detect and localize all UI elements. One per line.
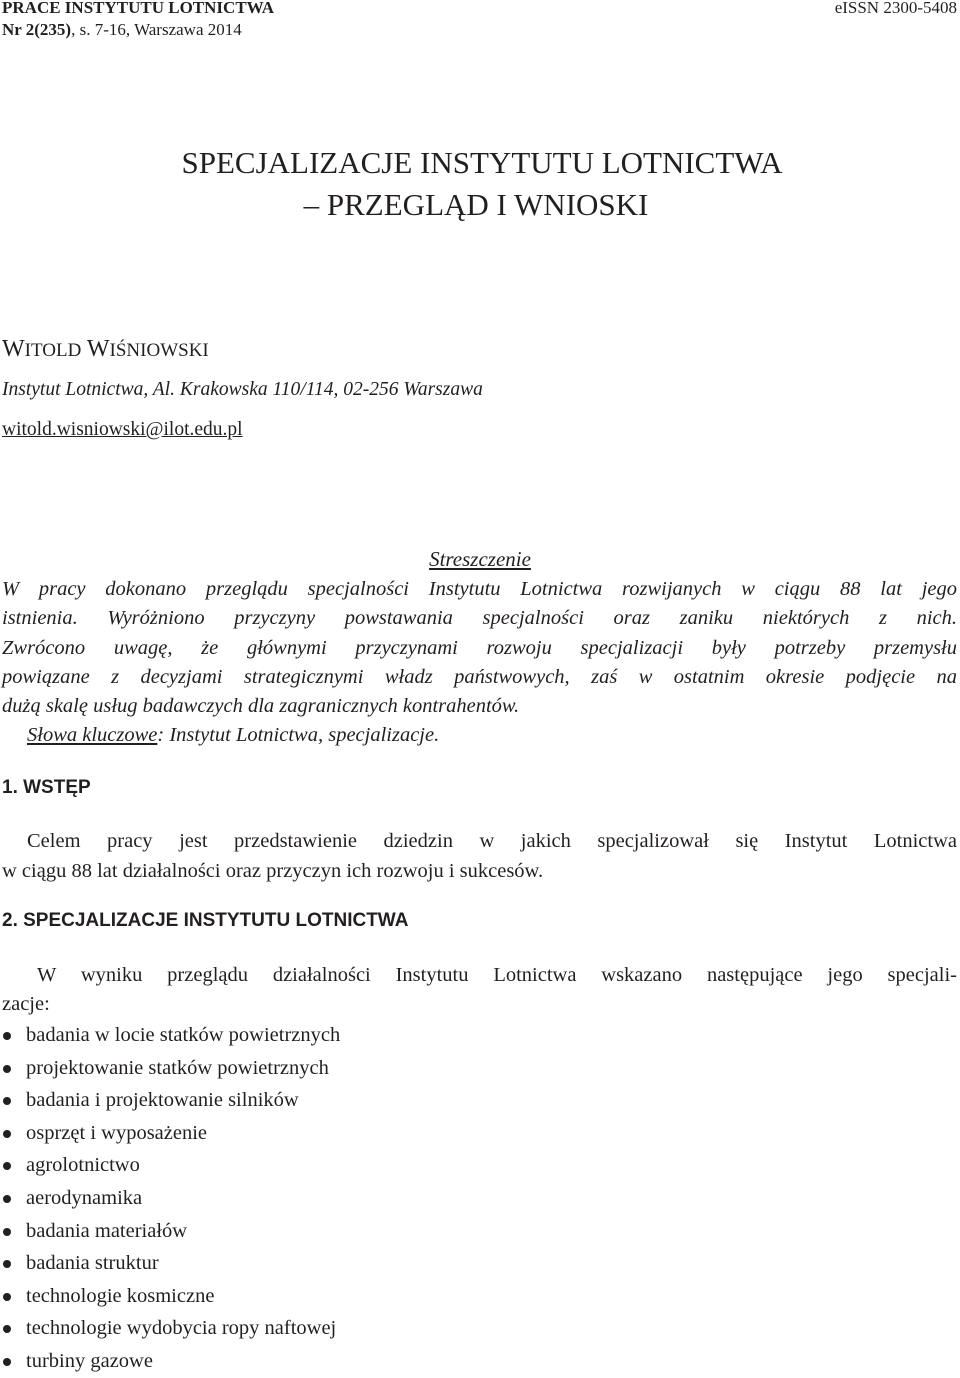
bullet-icon xyxy=(3,1195,11,1203)
bullet-icon xyxy=(3,1293,11,1301)
section-2-text-line: zacje: xyxy=(2,993,50,1015)
list-item-text: badania struktur xyxy=(26,1252,159,1275)
bullet-icon xyxy=(3,1260,11,1268)
list-item xyxy=(0,1247,340,1280)
author-name xyxy=(2,334,209,366)
article-title-line-2: – PRZEGLĄD I WNIOSKI xyxy=(303,187,649,222)
author-first-initial: W xyxy=(2,336,25,362)
list-item-text: turbiny gazowe xyxy=(26,1349,153,1372)
list-item-text: badania materiałów xyxy=(26,1219,188,1242)
abstract-heading: Streszczenie xyxy=(429,547,531,571)
list-item-text: technologie kosmiczne xyxy=(26,1284,215,1307)
section-2-heading: 2. SPECJALIZACJE INSTYTUTU LOTNICTWA xyxy=(2,910,409,931)
specializations-list xyxy=(0,1019,340,1378)
list-item-text: badania i projektowanie silników xyxy=(26,1089,299,1112)
abstract-line: dużą skalę usług badawczych dla zagranicznych kontrahentów. xyxy=(2,695,520,717)
section-1-text-line: w ciągu 88 lat działalności oraz przyczyn ich rozwoju i sukcesów. xyxy=(2,860,544,882)
issue-pages-place-year: , s. 7-16, Warszawa 2014 xyxy=(71,20,242,39)
list-item-text: projektowanie statków powietrznych xyxy=(26,1056,329,1079)
abstract-line: W pracy dokonano przeglądu specjalności Instytutu Lotnictwa rozwijanych w ciągu 88 lat jego xyxy=(2,578,957,600)
list-item-text: osprzęt i wyposażenie xyxy=(26,1121,208,1144)
article-title-line-1: SPECJALIZACJE INSTYTUTU LOTNICTWA xyxy=(181,145,783,180)
bullet-icon xyxy=(3,1325,11,1333)
list-item xyxy=(0,1052,340,1085)
list-item xyxy=(0,1019,340,1052)
bullet-icon xyxy=(3,1032,11,1040)
author-last-initial: W xyxy=(86,336,110,362)
list-item-text: technologie wydobycia ropy naftowej xyxy=(26,1317,337,1340)
keywords-label: Słowa kluczowe xyxy=(27,724,158,746)
list-item xyxy=(0,1280,340,1313)
list-item-text: badania w locie statków powietrznych xyxy=(26,1024,341,1046)
abstract-line: powiązane z decyzjami strategicznymi władz państwowych, zaś w ostatnim okresie podjęcie na xyxy=(2,666,957,688)
bullet-icon xyxy=(3,1097,11,1105)
journal-name: PRACE INSTYTUTU LOTNICTWA xyxy=(2,0,275,17)
list-item xyxy=(0,1215,340,1248)
keywords-values: : Instytut Lotnictwa, specjalizacje. xyxy=(157,724,440,746)
issue-info xyxy=(2,19,242,41)
bullet-icon xyxy=(3,1358,11,1366)
bullet-icon xyxy=(3,1228,11,1236)
issn: eISSN 2300-5408 xyxy=(834,0,957,17)
keywords xyxy=(27,721,439,749)
list-item-text: aerodynamika xyxy=(26,1186,143,1209)
bullet-icon xyxy=(3,1130,11,1138)
list-item xyxy=(0,1182,340,1215)
author-last-rest: IŚNIOWSKI xyxy=(109,340,209,361)
section-1-heading: 1. WSTĘP xyxy=(2,777,91,798)
section-1-text-line: Celem pracy jest przedstawienie dziedzin w jakich specjalizował się Instytut Lotnictwa xyxy=(27,830,957,852)
list-item xyxy=(0,1149,340,1182)
section-2-text-line: W wyniku przeglądu działalności Instytutu Lotnictwa wskazano następujące jego specjali- xyxy=(37,964,957,986)
abstract-line: istnienia. Wyróżniono przyczyny powstawania specjalności oraz zaniku niektórych z nich. xyxy=(2,607,957,629)
list-item-text: agrolotnictwo xyxy=(26,1154,140,1177)
bullet-icon xyxy=(3,1065,11,1073)
abstract-line: Zwrócono uwagę, że głównymi przyczynami rozwoju specjalizacji były potrzeby przemysłu xyxy=(2,637,957,659)
issue-number: Nr 2(235) xyxy=(2,20,72,39)
list-item xyxy=(0,1084,340,1117)
list-item xyxy=(0,1345,340,1378)
list-item xyxy=(0,1117,340,1150)
author-affiliation: Instytut Lotnictwa, Al. Krakowska 110/114, 02-256 Warszawa xyxy=(2,379,483,400)
author-first-rest: ITOLD xyxy=(24,340,82,361)
bullet-icon xyxy=(3,1162,11,1170)
list-item xyxy=(0,1312,340,1345)
author-email-link[interactable]: witold.wisniowski@ilot.edu.pl xyxy=(2,419,243,440)
